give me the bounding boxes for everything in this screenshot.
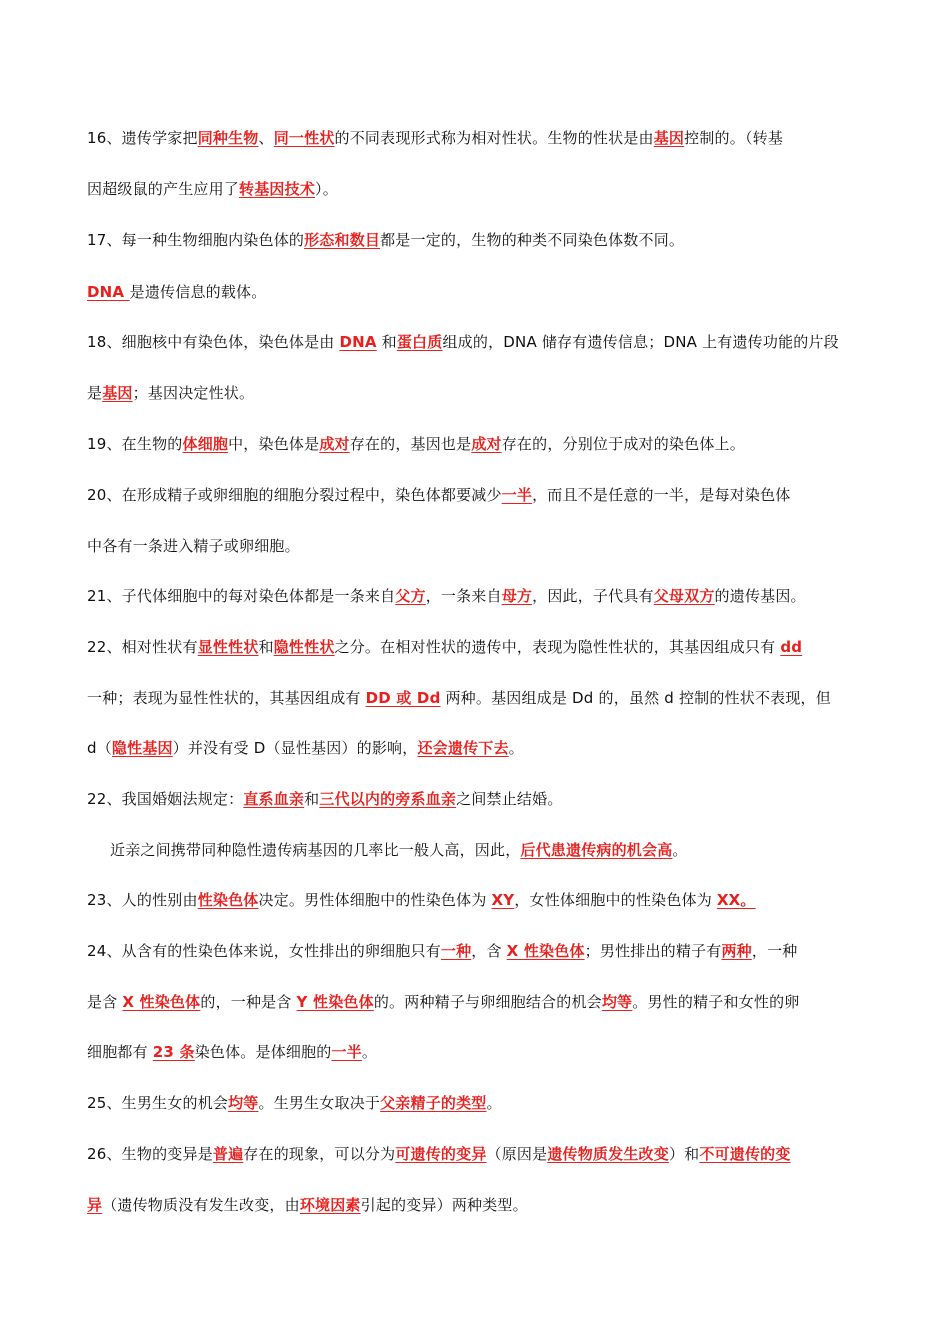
text-line-18b: [87, 383, 254, 403]
key-term: 隐性基因: [111, 739, 173, 757]
key-term: 后代患遗传病的机会高: [520, 841, 673, 859]
text-line-26b: [87, 1195, 528, 1215]
key-term: 23 条: [152, 1043, 195, 1061]
text-segment: 一种；表现为显性性状的，其基因组成有: [87, 689, 366, 707]
key-term: 蛋白质: [396, 333, 443, 351]
text-segment: 之间禁止结婚。: [456, 790, 563, 808]
text-segment: 控制的。（转基: [684, 129, 784, 147]
key-term: 同种生物: [197, 129, 259, 147]
text-segment: 组成的，DNA 储存有遗传信息；DNA 上有遗传功能的片段: [442, 333, 839, 351]
key-term: 直系血亲: [243, 790, 305, 808]
text-line-17: [87, 230, 684, 250]
key-term: 成对: [319, 435, 350, 453]
key-term: 转基因技术: [239, 180, 316, 198]
key-term: 普遍: [212, 1145, 244, 1163]
key-term: 母方: [501, 587, 533, 605]
key-term: 两种: [721, 942, 752, 960]
text-segment: 的。两种精子与卵细胞结合的机会: [373, 993, 602, 1011]
text-segment: ）。: [315, 180, 338, 198]
text-segment: 。: [361, 1043, 378, 1061]
key-term: 形态和数目: [304, 231, 381, 249]
key-term: 环境因素: [299, 1196, 361, 1214]
text-segment: ，一条来自: [425, 587, 502, 605]
text-segment: 中各有一条进入精子或卵细胞。: [87, 537, 300, 555]
text-line-16b: [87, 179, 338, 199]
text-segment: ；男性排出的精子有: [584, 942, 722, 960]
text-segment: 。: [508, 739, 524, 757]
text-segment: 23、人的性别由: [87, 891, 198, 909]
text-segment: 。生男生女取决于: [258, 1094, 381, 1112]
key-term: 不可遗传的变: [699, 1145, 791, 1163]
key-term: 遗传物质发生改变: [547, 1145, 669, 1163]
key-term: XX。: [716, 891, 756, 909]
text-line-26a: [87, 1144, 791, 1164]
key-term: XY: [491, 891, 515, 909]
text-segment: ，因此，子代具有: [532, 587, 654, 605]
key-term: 异: [87, 1196, 103, 1214]
text-line-dna: [87, 282, 266, 302]
text-line-22c: [87, 738, 524, 758]
text-segment: 和: [258, 638, 274, 656]
text-segment: 是遗传信息的载体。: [129, 283, 267, 301]
text-segment: 25、生男生女的机会: [87, 1094, 229, 1112]
text-line-23: [87, 890, 756, 910]
text-line-18a: [87, 332, 839, 352]
key-term: 性染色体: [197, 891, 259, 909]
text-segment: 和: [376, 333, 397, 351]
text-segment: ）和: [668, 1145, 700, 1163]
text-segment: 19、在生物的: [87, 435, 183, 453]
text-segment: 近亲之间携带同种隐性遗传病基因的几率比一般人高，因此，: [110, 841, 521, 859]
text-line-22-marriage: [87, 789, 563, 809]
key-term: 基因: [653, 129, 685, 147]
text-segment: 因超级鼠的产生应用了: [87, 180, 240, 198]
text-segment: 的不同表现形式称为相对性状。生物的性状是由: [334, 129, 654, 147]
key-term: 可遗传的变异: [395, 1145, 487, 1163]
text-segment: 存在的，基因也是: [349, 435, 472, 453]
text-segment: 、: [258, 129, 274, 147]
text-segment: 之分。在相对性状的遗传中，表现为隐性性状的，其基因组成只有: [334, 638, 781, 656]
key-term: 父方: [395, 587, 426, 605]
text-segment: 引起的变异）两种类型。: [360, 1196, 528, 1214]
text-segment: ，含: [471, 942, 507, 960]
text-line-22b: [87, 688, 831, 708]
text-segment: 。男性的精子和女性的卵: [632, 993, 800, 1011]
text-line-22a: [87, 637, 802, 657]
key-term: X 性染色体: [122, 993, 201, 1011]
text-segment: ，而且不是任意的一半，是每对染色体: [532, 486, 791, 504]
text-segment: 都是一定的，生物的种类不同染色体数不同。: [380, 231, 685, 249]
text-line-21: [87, 586, 806, 606]
text-segment: ；基因决定性状。: [132, 384, 255, 402]
key-term: DNA: [339, 333, 377, 351]
key-term: 显性性状: [197, 638, 259, 656]
text-segment: 存在的现象，可以分为: [243, 1145, 396, 1163]
key-term: DNA: [87, 283, 130, 301]
key-term: 还会遗传下去: [417, 739, 509, 757]
key-term: DD 或 Dd: [365, 689, 441, 707]
text-segment: ）并没有受 D（显性基因）的影响，: [172, 739, 418, 757]
text-line-25: [87, 1093, 502, 1113]
text-segment: 24、从含有的性染色体来说，女性排出的卵细胞只有: [87, 942, 441, 960]
text-segment: 是含: [87, 993, 123, 1011]
text-segment: ，女性体细胞中的性染色体为: [514, 891, 717, 909]
text-segment: 。: [486, 1094, 502, 1112]
text-segment: 22、相对性状有: [87, 638, 198, 656]
text-segment: 细胞都有: [87, 1043, 153, 1061]
text-line-24a: [87, 941, 798, 961]
key-term: 同一性状: [273, 129, 335, 147]
key-term: 成对: [471, 435, 502, 453]
text-segment: 存在的，分别位于成对的染色体上。: [501, 435, 745, 453]
text-segment: 是: [87, 384, 103, 402]
text-segment: 两种。基因组成是 Dd 的，虽然 d 控制的性状不表现，但: [440, 689, 831, 707]
key-term: 一种: [440, 942, 472, 960]
text-segment: 18、细胞核中有染色体，染色体是由: [87, 333, 340, 351]
text-segment: 21、子代体细胞中的每对染色体都是一条来自: [87, 587, 396, 605]
key-term: 基因: [102, 384, 133, 402]
text-segment: 17、每一种生物细胞内染色体的: [87, 231, 305, 249]
key-term: 三代以内的旁系血亲: [319, 790, 457, 808]
text-segment: 决定。男性体细胞中的性染色体为: [258, 891, 492, 909]
text-segment: 的遗传基因。: [714, 587, 806, 605]
key-term: dd: [780, 638, 803, 656]
key-term: 一半: [331, 1043, 362, 1061]
text-line-24b: [87, 992, 799, 1012]
text-segment: 和: [304, 790, 320, 808]
text-line-22-relatives: [110, 840, 688, 860]
text-line-24c: [87, 1042, 377, 1062]
key-term: 隐性性状: [273, 638, 335, 656]
key-term: Y 性染色体: [296, 993, 374, 1011]
text-line-20b: [87, 536, 300, 556]
text-segment: 的，一种是含: [200, 993, 297, 1011]
text-segment: 16、遗传学家把: [87, 129, 198, 147]
text-segment: 20、在形成精子或卵细胞的细胞分裂过程中，染色体都要减少: [87, 486, 502, 504]
key-term: 均等: [228, 1094, 259, 1112]
key-term: X 性染色体: [506, 942, 585, 960]
text-segment: d（: [87, 739, 112, 757]
text-segment: ，一种: [751, 942, 798, 960]
key-term: 体细胞: [182, 435, 229, 453]
text-line-19: [87, 434, 745, 454]
key-term: 父亲精子的类型: [380, 1094, 487, 1112]
text-line-20a: [87, 485, 791, 505]
text-line-16a: [87, 128, 783, 148]
text-segment: 中，染色体是: [228, 435, 320, 453]
text-segment: 。: [672, 841, 688, 859]
text-segment: 染色体。是体细胞的: [194, 1043, 332, 1061]
key-term: 一半: [501, 486, 533, 504]
text-segment: 22、我国婚姻法规定：: [87, 790, 244, 808]
key-term: 父母双方: [653, 587, 715, 605]
text-segment: （遗传物质没有发生改变，由: [102, 1196, 300, 1214]
text-segment: 26、生物的变异是: [87, 1145, 213, 1163]
text-segment: （原因是: [486, 1145, 548, 1163]
key-term: 均等: [601, 993, 633, 1011]
